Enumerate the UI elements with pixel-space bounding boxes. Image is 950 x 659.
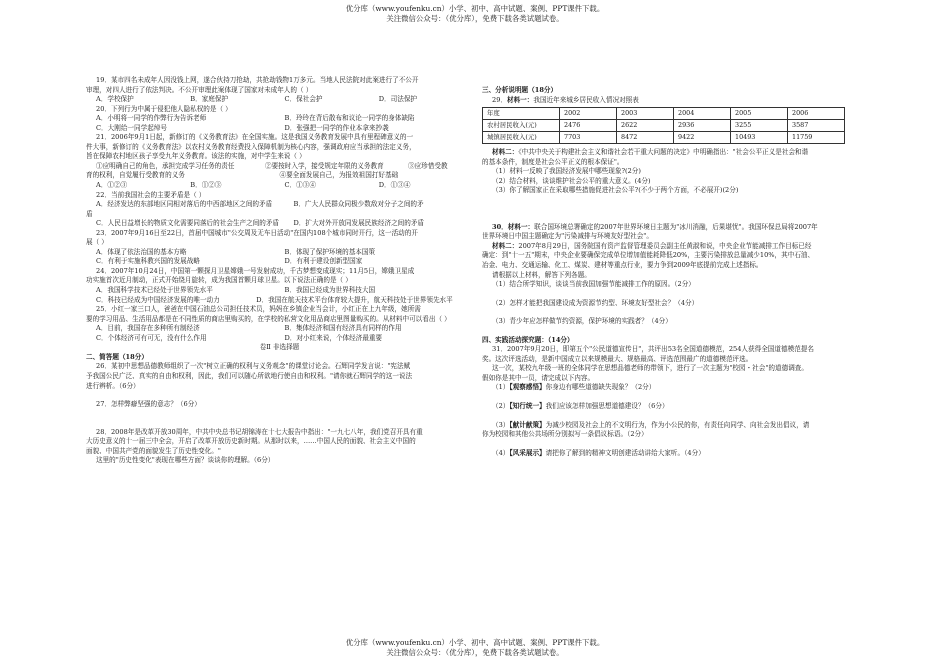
q20-stem: 20．下列行为中属于侵犯他人隐私权的是（ ） [96,104,232,113]
q23-option-c: C．有利于实施科教兴国的发展战略 [96,257,200,266]
q28-text: 这里的"历史性变化"表现在哪些方面？谈谈你的理解。（6分） [96,456,275,465]
question-30 [482,223,878,327]
question-21 [86,133,473,190]
q19-stem: 19．某市四名未成年人因没钱上网，遂合伙持刀抢劫，共抢劫钱物1万多元。当地人民法院对此案进行了不公开 [96,76,419,84]
q24-options-row1 [86,286,473,296]
q31-ask-1-text: 你身边有哪些道德缺失现象？（2分） [545,383,656,392]
q30-material-1-label: 30．材料一： [492,222,535,231]
footer-line-1: 优分库（www.youfenku.cn）小学、初中、高中试题、案例、PPT课件下载。 [345,638,605,647]
q19-option-a: A．学校保护 [96,95,134,104]
q31-ask-3-tag: 【献计献策】 [509,420,546,429]
q26-text: 26．某初中思想品德教师组织了一次"树立正确的权利与义务观念"的课堂讨论会。石辉同学发言说："宪法赋 [96,362,411,371]
table-cell: 8472 [617,132,674,144]
question-22 [86,191,473,229]
table-cell: 3255 [731,120,788,132]
q20-option-b: B．玲玲在背后散布和议论一同学的身体缺陷 [284,114,415,123]
q29-ask-2: （2）结合材料，谈谈维护社会公平的重大意义。(4分) [492,176,651,185]
q24-options-row2 [86,296,473,306]
q31-ask-4 [482,449,878,459]
q25-option-a: A．目前，我国存在多种所有制经济 [96,324,200,333]
table-row [483,132,845,144]
table-cell: 城镇居民收入(元) [483,132,560,144]
q30-material-1-cont: 世界环境日中国主题确定为"污染减排与环境友好型社会"。 [482,232,653,241]
q25-stem: 要的学习用品、生活用品都是在不同性质的商店里购买的，在学校的私营文化用品商店里图量购买的。从材料中可以看出（ ） [86,314,451,323]
q22-option-b-cont: 盾 [86,209,93,218]
table-cell: 11759 [788,132,845,144]
q29-table-title: 我国近年来城乡居民收入情况对照表 [533,95,639,104]
q24-option-b: B．我国已经成为世界科技大国 [284,286,376,295]
header-line-2: 关注微信公众号：（优分库），免费下载各类试题试卷。 [386,13,564,23]
q28-text: 面貌、中国共产党的面貌发生了历史性变化。" [86,446,221,455]
question-31 [482,345,878,458]
q30-material-2-text: 2007年8月29日，国务院国有资产监督管理委员会副主任黄淑和说，中央企业节能减排工作目标已经 [518,241,812,250]
q22-stem: 22．当前我国社会的主要矛盾是（ ） [96,190,206,199]
question-29 [482,96,878,196]
section-3-title: 三、分析说明题（18分） [482,86,558,94]
q31-ask-2-num: （2） [492,402,510,411]
q25-stem: 25．小红一家三口人，爸爸在中国石油总公司担任技术员，妈妈在乡镇企业当会计，小红正在上九年级，她所需 [96,305,421,314]
table-cell: 2936 [674,120,731,132]
q23-option-b: B．体现了保护环境的基本国策 [284,247,376,256]
q31-text: 这一次，某校九年级一班的全体同学在思想品德老师的带领下，进行了一次主题为"校园・社会"的道德调查。 [492,364,808,373]
q31-text: 假如你是其中一员，请完成以下内容。 [482,373,595,382]
q30-ask-2: （2）怎样才能把我国建设成为资源节约型、环境友好型社会？（4分） [492,298,699,307]
q31-ask-2-tag: 【知行统一】 [509,402,546,411]
q23-option-d: D．有利于建设创新型国家 [284,257,363,266]
q21-stem: 旨在保障农村地区孩子享受九年义务教育。该法的实施，对中学生来说（ ） [86,152,306,161]
question-26 [86,362,473,391]
q20-option-c: C．大刚给一同学起绰号 [96,123,167,132]
q19-option-d: D．司法保护 [378,95,418,104]
q21-stem: 件大事，新修订的《义务教育法》以农村义务教育经费投入保障机制为核心内容，强调政府应当承担的法定义务， [86,142,416,151]
q28-text: 28．2008年是改革开放30周年，中共中央总书记胡锦涛在十七大报告中指出："一九七八年，我们党召开具有重 [96,427,423,436]
q22-option-c: C．人民日益增长的物质文化需要同落后的社会生产之间的矛盾 [96,219,280,228]
question-28 [86,428,473,466]
q30-material-1 [482,223,878,233]
q30-material-2-label: 材料二： [492,241,519,250]
q21-item-1: ①应明确自己的角色，承担完成学习任务的责任 [96,161,235,170]
q31-ask-3 [482,421,878,431]
q20-option-a: A．小明将一同学的作弊行为告诉老师 [96,114,207,123]
q29-ask-3: （3）你了解国家正在采取哪些措施促进社会公平?(不少于两个方面，不必展开)(2分) [492,186,739,195]
table-cell: 9422 [674,132,731,144]
page-footer [0,638,950,657]
q22-options-row2 [86,219,473,229]
table-cell: 2476 [560,120,617,132]
q28-text: 大历史意义的十一届三中全会，开启了改革开放历史新时期。从那时以来，……中国人民的面貌、社会主义中国的 [86,437,416,446]
q29-material-2 [482,148,878,158]
q19-option-b: B．家庭保护 [190,95,229,104]
page-header [0,4,950,23]
q24-stem: 24．2007年10月24日，中国第一颗探月卫星嫦娥一号发射成功，千古梦想变成现实；11月5日，嫦娥卫星成 [96,266,415,275]
right-column [482,86,878,458]
q31-ask-1-num: （1） [492,383,510,392]
q26-text: 进行辨析。（6分） [86,381,140,390]
q24-stem: 功实施首次近月制动，正式开始绕月旋转，成为我国首颗月球卫星。以下说法正确的是（ ） [86,276,352,285]
q29-material-2-text: 《中共中央关于构建社会主义和谐社会若干重大问题的决定》中明确指出："社会公平正义是社会和谐 [518,148,809,157]
q20-options-row2 [86,124,473,134]
q20-options-row1 [86,114,473,124]
q21-stem: 21．2006年9月1日起，新修订的《义务教育法》在全国实施。这是我国义务教育发展中具有里程碑意义的一 [96,133,414,142]
q29-material-2-cont: 的基本条件，制度是社会公平正义的根本保证"。 [482,157,624,166]
q21-items-2 [86,171,473,181]
table-cell: 2005 [731,108,788,120]
q23-stem: 展（ ） [86,238,108,247]
table-cell: 2003 [617,108,674,120]
table-row [483,120,845,132]
table-cell: 2004 [674,108,731,120]
q24-option-a: A．我国科学技术已经处于世界领先水平 [96,286,213,295]
q30-material-2-cont: 冶金、电力、交通运输、化工、煤炭、建材等重点行业，要力争到2009年底提前完成上述指标。 [482,261,763,270]
q31-ask-4-tag: 【风采展示】 [509,448,546,457]
q21-options [86,181,473,191]
q31-ask-3-cont: 你为校园和其他公共场所分别拟写一条倡议标语。（2分） [482,430,648,439]
q31-ask-1-tag: 【观察感悟】 [509,383,546,392]
table-cell: 2002 [560,108,617,120]
q23-stem: 23．2007年9月16日至22日，首届中国城市"公交周及无车日活动"在国内108个城市同时开行，这一活动的开 [96,228,418,237]
q25-option-b: B．集体经济和国有经济具有同样的作用 [284,324,402,333]
q31-ask-1 [482,383,878,393]
q21-option-a: A．①②③ [96,181,128,190]
q24-option-c: C．科技已经成为中国经济发展的唯一动力 [96,295,220,304]
section-2-title: 二、简答题（18分） [86,352,148,361]
q23-options-row1 [86,248,473,258]
q22-option-d: D．扩大对外开放同发展民族经济之间的矛盾 [293,219,425,228]
left-column [86,58,473,466]
q31-ask-4-num: （4） [492,448,510,457]
q30-ask-3: （3）青少年应怎样做节约资源，保护环境的实践者？（4分） [492,317,672,326]
q25-options-row1 [86,324,473,334]
q31-text: 31．2007年9月20日，即第五个"公民道德宣传日"，共评出53名全国道德模范，254人获得全国道德模范提名 [492,345,814,354]
q21-option-d: D．①③④ [378,181,411,190]
q30-ask-1: （1）结合所学知识，谈谈当前我国加强节能减排工作的原因。（2分） [492,280,695,289]
q21-item-4: ④要全面发展自己，为报效祖国打好基础 [279,171,399,180]
table-header-row [483,108,845,120]
q21-option-c: C．①③④ [284,181,316,190]
q30-material-2-cont: 确定：到"十一五"期末，中央企业要确保完成单位增加值能耗降低20%，主要污染排放总量减少10%，其中石油、 [482,251,815,260]
q29-ask-1: （1）材料一反映了我国经济发展中哪些现象?(2分) [492,167,641,176]
q20-option-d: D．张强把一同学的作业本拿来抄袭 [284,123,389,132]
table-cell: 10493 [731,132,788,144]
income-table [482,107,845,144]
table-cell: 2006 [788,108,845,120]
q23-option-a: A．体现了依法治国的基本方略 [96,247,187,256]
q30-material-1-text: 联合国环境总署确定的2007年世界环境日主题为"冰川消融，后果堪忧"。我国环保总局将2007年 [534,222,818,231]
q23-options-row2 [86,257,473,267]
table-cell: 年度 [483,108,560,120]
q21-item-3: ③应珍惜受教 [408,161,448,170]
q31-ask-3-num: （3） [492,420,510,429]
footer-line-2: 关注微信公众号：（优分库），免费下载各类试题试卷。 [386,647,564,657]
q21-option-b: B．①②③ [190,181,222,190]
q22-options-row1 [86,200,473,210]
q31-ask-4-text: 请把你了解到的精神文明创建活动讲给大家听。（4分） [545,448,705,457]
q25-options-row2 [86,334,473,344]
q19-stem: 审理，对四人进行了依法判决。不公开审理此案体现了国家对未成年人的（ ） [86,85,313,94]
q31-ask-2-text: 我们应该怎样加强思想道德建设？（6分） [545,402,669,411]
q31-ask-3-text: 为减少校园及社会上的不文明行为，作为小公民的你，有责任向同学、向社会发出倡议，请 [545,420,810,429]
q24-option-d: D．我国在航天技术平台体育较大提升，航天科技处于世界领先水平 [256,295,453,304]
question-20 [86,105,473,134]
table-cell: 农村居民收入(元) [483,120,560,132]
q21-item-3-cont: 育的权利，自觉履行受教育的义务 [86,171,185,180]
q25-option-d: D．对小红来说，个体经济最重要 [284,333,383,342]
q22-option-b: B．广大人民群众同极少数敌对分子之间的矛 [293,200,424,209]
q30-prompt: 请根据以上材料，解答下列各题。 [492,270,591,279]
q19-option-c: C．保社会护 [284,95,323,104]
question-23 [86,229,473,267]
q19-options [86,95,473,105]
table-cell: 2622 [617,120,674,132]
question-19 [86,76,473,105]
table-cell: 7703 [560,132,617,144]
q29-number: 29． [492,95,507,104]
section-4-title: 四、实践活动探究题：（14分） [482,335,574,344]
question-25 [86,305,473,343]
question-24 [86,267,473,305]
q29-material-label: 材料一： [506,95,534,104]
q26-text: 予我国公民广泛、真实的自由和权利，因此，我们可以随心所欲地行使自由和权利。"请你就石辉同学的这一说法 [86,371,413,380]
q31-text: 奖。这次评选活动，是新中国成立以来规模最大、规格最高、评选范围最广的道德模范评选。 [482,354,753,363]
question-27: 27．怎样弊癖坚强的意志？（6分） [96,400,201,409]
q29-title [482,96,878,106]
part-2-title: 卷Ⅱ 非选择题 [259,343,300,352]
q25-option-c: C．个体经济可有可无，没有什么作用 [96,333,207,342]
table-cell: 3587 [788,120,845,132]
q21-item-2: ②要按时入学，接受规定年限的义务教育 [265,161,384,170]
q22-option-a: A．经济发达的东部地区同相对落后的中西部地区之间的矛盾 [96,200,273,209]
header-line-1: 优分库（www.youfenku.cn）小学、初中、高中试题、案例、PPT课件下载。 [345,4,605,13]
q29-material-2-label: 材料二： [492,148,519,157]
q31-ask-2 [482,402,878,412]
